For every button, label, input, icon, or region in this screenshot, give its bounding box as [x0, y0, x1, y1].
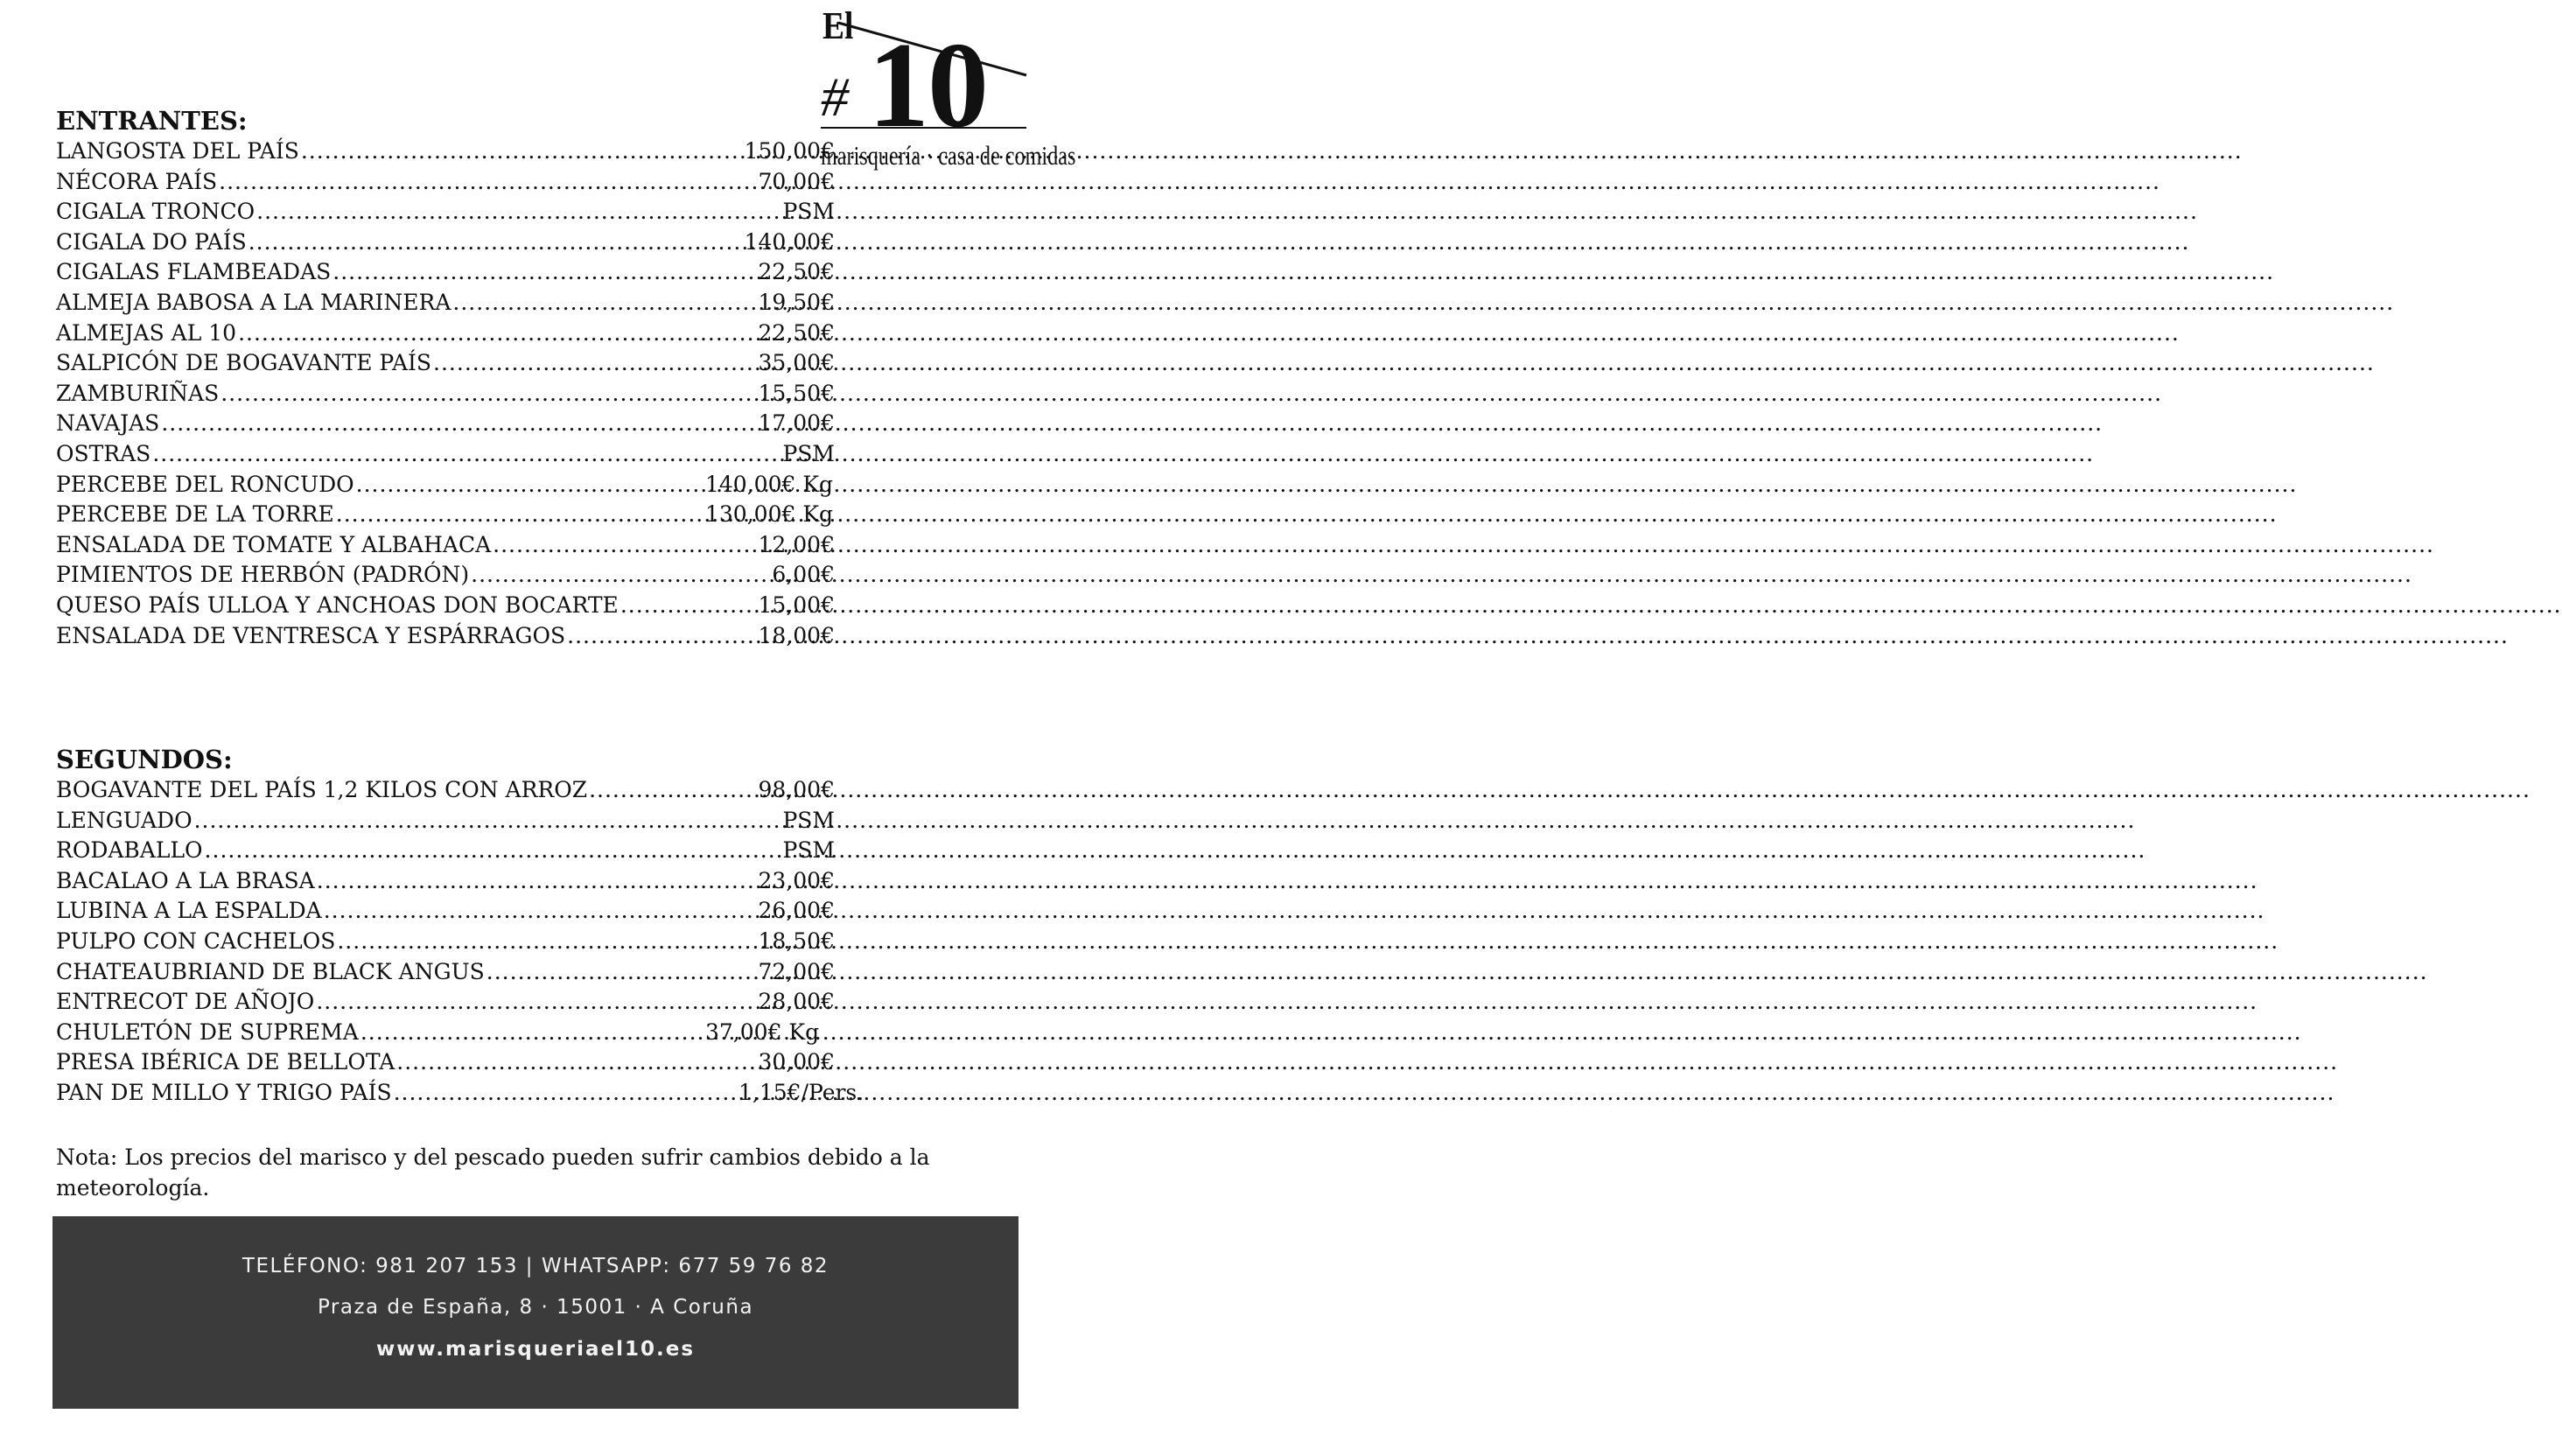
menu-item-name: PULPO CON CACHELOS	[56, 928, 336, 954]
menu-item-name: ENTRECOT DE AÑOJO	[56, 989, 315, 1015]
menu-item-leader	[56, 409, 648, 439]
menu-item	[56, 1018, 820, 1048]
menu-item-leader	[56, 500, 648, 530]
footer-website[interactable]: www.marisqueriael10.es	[375, 1338, 696, 1361]
menu-item	[56, 806, 835, 836]
menu-item-name: RODABALLO	[56, 837, 203, 864]
menu-item-price: 18,50€	[758, 928, 835, 954]
menu-item-name: ENSALADA DE VENTRESCA Y ESPÁRRAGOS	[56, 622, 566, 648]
menu-item-price: 30,00€	[758, 1049, 835, 1075]
menu-item-name: PERCEBE DEL RONCUDO	[56, 471, 354, 497]
menu-item-name: ZAMBURIÑAS	[56, 380, 220, 406]
menu-item-price: 22,50€	[758, 259, 835, 285]
menu-item-leader	[56, 530, 648, 561]
menu-item	[56, 257, 835, 288]
footer-contact-bar	[52, 1216, 1018, 1409]
menu-item	[56, 228, 835, 258]
menu-item	[56, 591, 835, 621]
menu-item	[56, 409, 835, 439]
menu-item-name: LUBINA A LA ESPALDA	[56, 898, 322, 924]
menu-item-name: BACALAO A LA BRASA	[56, 867, 315, 893]
menu-item-name: ALMEJAS AL 10	[56, 319, 237, 346]
menu-item	[56, 866, 835, 897]
menu-item	[56, 896, 835, 927]
menu-item-price: 37,00€ Kg	[705, 1018, 820, 1045]
menu-item-name: LANGOSTA DEL PAÍS	[56, 138, 299, 164]
menu-item	[56, 957, 835, 988]
menu-item-price: 19,50€	[758, 289, 835, 315]
menu-item-price: 6,00€	[772, 562, 835, 588]
menu-item-leader	[56, 836, 648, 866]
menu-item	[56, 197, 835, 228]
menu-item-leader	[56, 379, 648, 410]
menu-item-name: NAVAJAS	[56, 410, 160, 437]
menu-item	[56, 1078, 864, 1109]
menu-item-leader	[56, 957, 648, 988]
menu-item-leader	[56, 257, 648, 288]
menu-item-price: 130,00€ Kg	[705, 501, 834, 528]
menu-item-price: 12,00€	[758, 531, 835, 557]
menu-item	[56, 288, 835, 318]
menu-item-price: 70,00€	[758, 168, 835, 194]
menu-item-name: ENSALADA DE TOMATE Y ALBAHACA	[56, 531, 492, 557]
menu-item-price: PSM	[782, 199, 835, 225]
section-title-entrantes: ENTRANTES:	[56, 106, 248, 136]
menu-item-leader	[56, 560, 648, 591]
menu-item-name: PRESA IBÉRICA DE BELLOTA	[56, 1049, 396, 1075]
menu-item-name: CIGALA DO PAÍS	[56, 228, 247, 255]
menu-item-leader	[56, 621, 648, 652]
menu-item	[56, 379, 835, 410]
menu-item-price: PSM	[782, 440, 835, 466]
menu-item	[56, 348, 835, 379]
logo-hash: #	[821, 66, 849, 128]
menu-item-name: OSTRAS	[56, 440, 151, 466]
menu-item	[56, 530, 835, 561]
menu-item-leader	[56, 197, 648, 228]
menu-item-leader	[56, 136, 648, 167]
menu-item-leader	[56, 439, 648, 470]
menu-item-name: CIGALA TRONCO	[56, 199, 256, 225]
menu-item-leader	[56, 1078, 648, 1109]
menu-item-name: PIMIENTOS DE HERBÓN (PADRÓN)	[56, 562, 470, 588]
menu-item	[56, 470, 834, 500]
menu-item-price: 98,00€	[758, 777, 835, 802]
menu-item-leader	[56, 228, 648, 258]
menu-item-leader	[56, 318, 648, 349]
menu-item-price: 150,00€	[744, 138, 835, 164]
menu-item	[56, 318, 835, 349]
menu-item-name: BOGAVANTE DEL PAÍS 1,2 KILOS CON ARROZ	[56, 777, 588, 802]
menu-item-price: 26,00€	[758, 898, 835, 924]
menu-item-leader	[56, 987, 648, 1018]
menu-item	[56, 621, 835, 652]
footer-phone: TELÉFONO: 981 207 153 | WHATSAPP: 677 59 76 82	[242, 1255, 830, 1278]
menu-item-price: 15,00€	[758, 592, 835, 618]
menu-item-name: ALMEJA BABOSA A LA MARINERA	[56, 289, 452, 315]
footer-address: Praza de España, 8 · 15001 · A Coruña	[317, 1296, 754, 1319]
menu-item-name: PERCEBE DE LA TORRE	[56, 501, 334, 528]
menu-item-leader	[56, 470, 648, 500]
menu-item	[56, 439, 835, 470]
menu-item-name: SALPICÓN DE BOGAVANTE PAÍS	[56, 350, 432, 376]
menu-item-leader	[56, 896, 648, 927]
menu-item-leader	[56, 1018, 648, 1048]
logo-number: 10	[868, 18, 987, 153]
menu-item-name: CHATEAUBRIAND DE BLACK ANGUS	[56, 958, 485, 984]
menu-item-name: CHULETÓN DE SUPREMA	[56, 1018, 359, 1045]
price-note: Nota: Los precios del marisco y del pescado pueden sufrir cambios debido a la meteorología.	[56, 1144, 930, 1200]
logo-el: El	[822, 4, 854, 47]
menu-item-price: 140,00€	[744, 228, 835, 255]
menu-item-price: 1,15€/Pers.	[738, 1079, 864, 1105]
menu-item-leader	[56, 866, 648, 897]
menu-item-leader	[56, 167, 648, 198]
menu-item-leader	[56, 806, 648, 836]
section-title-segundos: SEGUNDOS:	[56, 745, 233, 774]
section-segundos	[56, 744, 864, 1109]
menu-item	[56, 560, 835, 591]
menu-item	[56, 167, 835, 198]
menu-item-price: 28,00€	[758, 989, 835, 1015]
menu-item-leader	[56, 775, 648, 806]
menu-item-leader	[56, 288, 648, 318]
menu-item	[56, 1047, 835, 1078]
menu-item	[56, 775, 835, 806]
menu-item-name: QUESO PAÍS ULLOA Y ANCHOAS DON BOCARTE	[56, 592, 619, 618]
menu-item-leader	[56, 927, 648, 957]
menu-item-price: 17,00€	[758, 410, 835, 437]
menu-item-price: 72,00€	[758, 958, 835, 984]
menu-item-name: NÉCORA PAÍS	[56, 168, 218, 194]
menu-item-leader	[56, 591, 648, 621]
menu-item-price: 22,50€	[758, 319, 835, 346]
menu-item-price: PSM	[782, 837, 835, 864]
logo-tagline: marisquería · casa de comidas	[821, 140, 1076, 171]
menu-item-name: LENGUADO	[56, 807, 192, 833]
section-entrantes	[56, 105, 835, 651]
menu-item	[56, 500, 834, 530]
menu-item-price: 35,00€	[758, 350, 835, 376]
menu-item	[56, 927, 835, 957]
menu-item	[56, 987, 835, 1018]
menu-item	[56, 136, 835, 167]
menu-item-leader	[56, 1047, 648, 1078]
menu-item-price: 18,00€	[758, 622, 835, 648]
menu-item-price: 23,00€	[758, 867, 835, 893]
menu-item-name: CIGALAS FLAMBEADAS	[56, 259, 332, 285]
menu-item-price: 15,50€	[758, 380, 835, 406]
menu-item	[56, 836, 835, 866]
menu-item-price: PSM	[782, 807, 835, 833]
menu-item-name: PAN DE MILLO Y TRIGO PAÍS	[56, 1079, 392, 1105]
menu-item-price: 140,00€ Kg	[705, 471, 834, 497]
menu-item-leader	[56, 348, 648, 379]
